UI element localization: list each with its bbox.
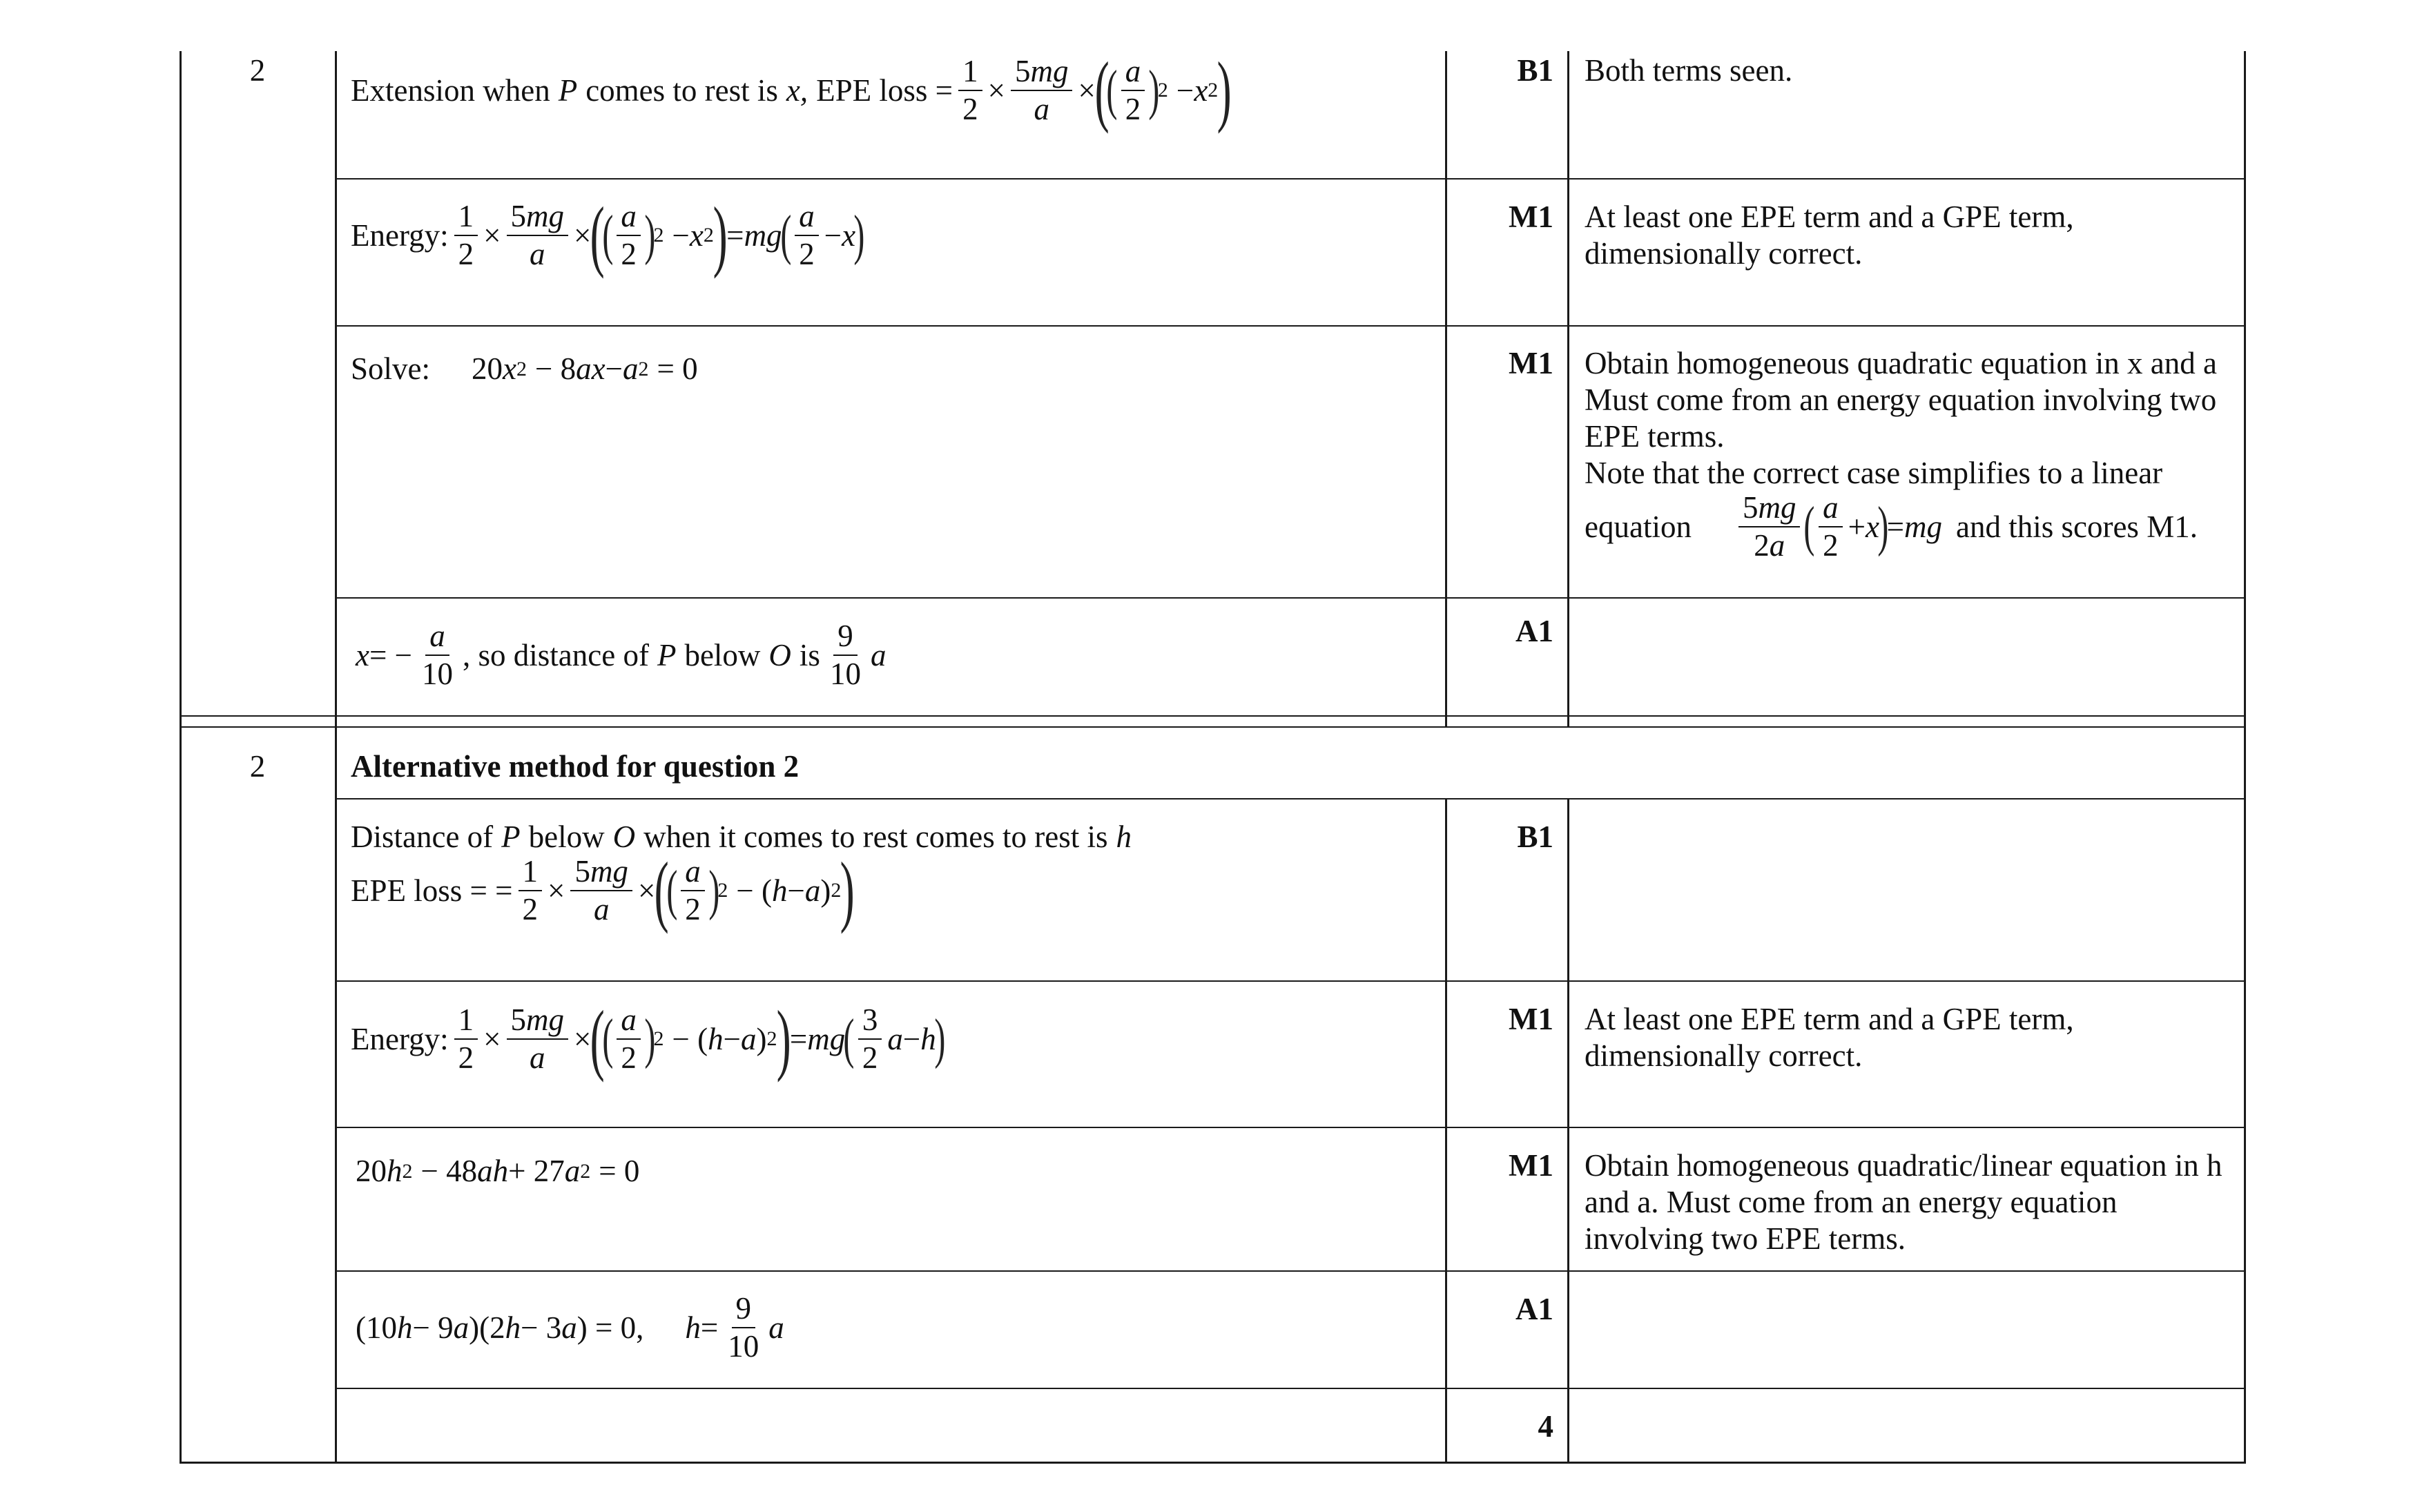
rule: [335, 980, 2246, 982]
rule: [335, 1270, 2246, 1272]
mark-label: B1: [1517, 820, 1553, 854]
alt-method-header: Alternative method for question 2: [351, 749, 800, 784]
rule: [1445, 51, 1447, 728]
working-row-2: Energy: $\frac{1}{2}$ × $\frac{5mg}{a}$ × ( ( $\frac{a}{2}$ ) 2 − x 2 ) = mg ( $\frac{a}{2}$ − x ): [351, 191, 865, 280]
rule: [335, 178, 2246, 180]
rule: [335, 1127, 2246, 1128]
rule: [180, 726, 2246, 728]
rule: [1567, 51, 1569, 728]
rule: [2244, 51, 2246, 1464]
alt-working-row-4: (10 h − 9 a )(2 h − 3 a ) = 0, h = $\frac{9}{10}$ a: [356, 1291, 784, 1364]
question-number: 2: [249, 53, 266, 88]
rule: [180, 1462, 2246, 1464]
mark-label: M1: [1509, 1148, 1553, 1183]
working-row-3: Solve: 20 x 2 − 8 ax − a 2 = 0: [351, 351, 698, 386]
guidance-note: Both terms seen.: [1585, 53, 1793, 88]
rule: [335, 51, 337, 1464]
rule: [1445, 799, 1447, 1464]
rule: [335, 1388, 2246, 1389]
alt-working-row-2: Energy: $\frac{1}{2}$ × $\frac{5mg}{a}$ × ( ( $\frac{a}{2}$ ) 2 − ( h − a ) 2 ) = mg ( $\frac{3}{2}$ a − h ): [351, 995, 946, 1083]
mark-label: M1: [1509, 1002, 1553, 1036]
working-row-4: x = − $\frac{a}{10}$ , so distance of P below O is $\frac{9}{10}$ a: [356, 619, 887, 692]
total-marks: 4: [1538, 1409, 1553, 1444]
guidance-note: At least one EPE term and a GPE term, dimensionally correct.: [1585, 1002, 2074, 1073]
rule: [1567, 799, 1569, 1464]
rule: [335, 325, 2246, 327]
alt-working-row-1: Distance of P below O when it comes to rest comes to rest is h EPE loss = = $\frac{1}{2}$ × $\frac{5mg}{a}$ × ( ( $\frac{a}{2}$ ) 2 − ( h − a ) 2 ): [351, 820, 1132, 935]
working-row-1: Extension when P comes to rest is x, EPE loss = $\frac{1}{2}$ × $\frac{5mg}{a}$ × ( ( $\frac{a}{2}$ ) 2 − x 2 ): [351, 46, 1232, 135]
guidance-note: At least one EPE term and a GPE term, dimensionally correct.: [1585, 200, 2074, 271]
mark-label: B1: [1517, 53, 1553, 88]
rule: [180, 715, 2246, 717]
rule: [335, 798, 2246, 799]
mark-label: A1: [1515, 614, 1553, 648]
rule: [335, 597, 2246, 599]
alt-working-row-3: 20 h 2 − 48 ah + 27 a 2 = 0: [356, 1154, 640, 1188]
question-number: 2: [249, 749, 266, 784]
guidance-note: Obtain homogeneous quadratic equation in x and a Must come from an energy equation involving two EPE terms. Note that the correct case simplifies to a linear equation $\frac{5mg}{2a}$ ( $\frac{a}{2}$ + x ) = mg and this scores M1.: [1585, 346, 2217, 563]
guidance-note: Obtain homogeneous quadratic/linear equation in h and a. Must come from an energy equation involving two EPE terms.: [1585, 1148, 2222, 1256]
mark-label: M1: [1509, 200, 1553, 234]
mark-label: A1: [1515, 1292, 1553, 1326]
mark-label: M1: [1509, 346, 1553, 380]
